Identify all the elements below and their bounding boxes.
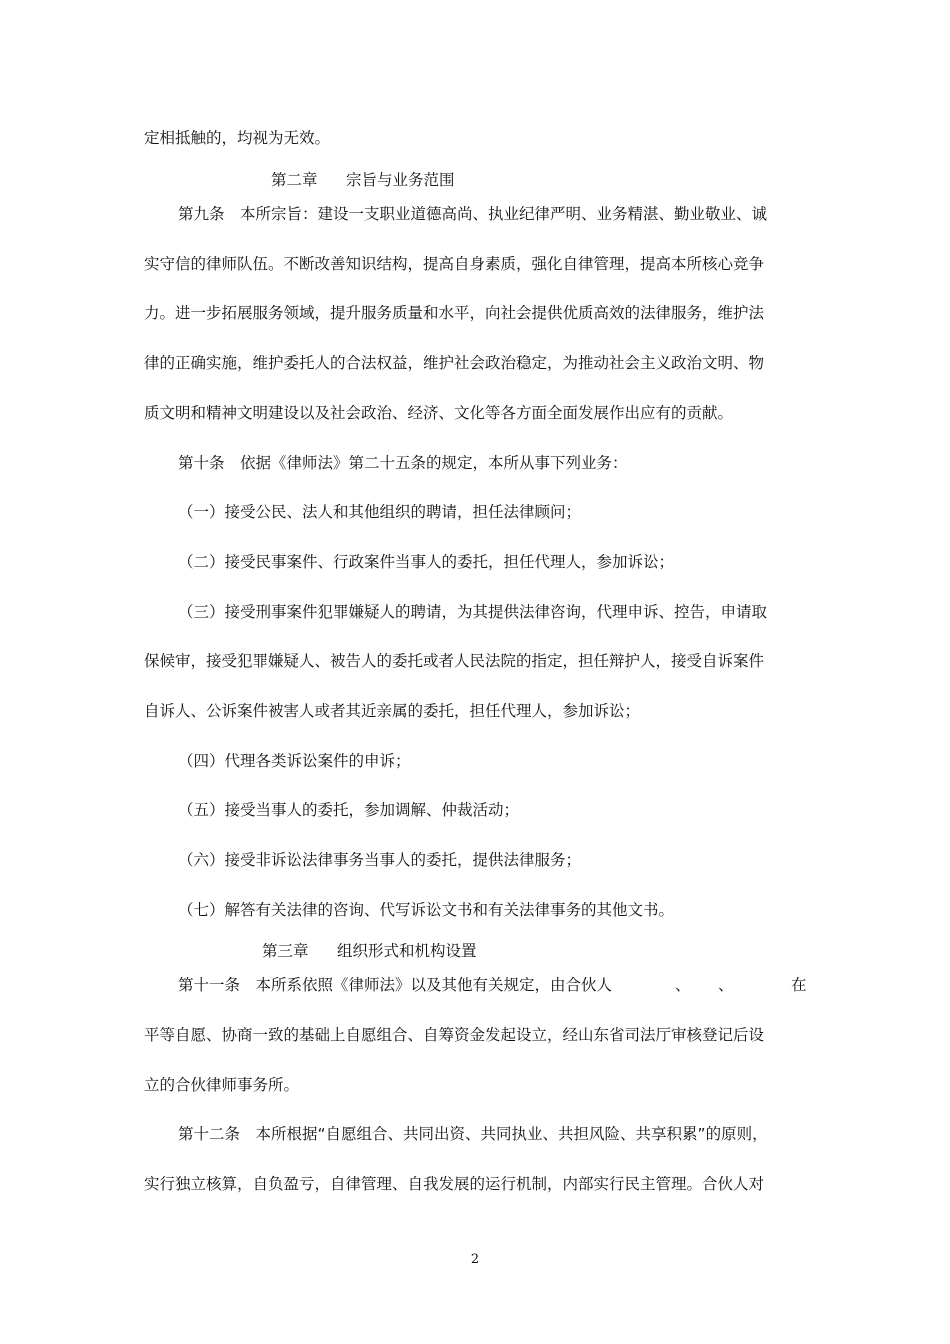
chapter-title: 宗旨与业务范围	[346, 171, 455, 189]
article-line: 第九条 本所宗旨：建设一支职业道德高尚、执业纪律严明、业务精湛、勤业敬业、诚	[178, 205, 768, 223]
page-number: 2	[470, 1252, 480, 1267]
blank-separator: 、	[718, 976, 734, 994]
blank-separator: 、	[675, 976, 691, 994]
list-item: （四）代理各类诉讼案件的申诉；	[178, 752, 411, 770]
list-item: （五）接受当事人的委托，参加调解、仲裁活动；	[178, 801, 520, 819]
article-line: 实守信的律师队伍。不断改善知识结构，提高自身素质，强化自律管理，提高本所核心竞争	[144, 255, 765, 273]
chapter-number: 第三章	[262, 942, 309, 960]
article-line: 立的合伙律师事务所。	[144, 1076, 300, 1094]
chapter-number: 第二章	[271, 171, 318, 189]
article-line: 第十二条 本所根据“自愿组合、共同出资、共同执业、共担风险、共享积累”的原则，	[178, 1125, 768, 1143]
article-line: 律的正确实施，维护委托人的合法权益，维护社会政治稳定，为推动社会主义政治文明、物	[144, 354, 765, 372]
list-item: （六）接受非诉讼法律事务当事人的委托，提供法律服务；	[178, 851, 582, 869]
article-line-tail: 在	[791, 976, 807, 994]
list-item-line: 自诉人、公诉案件被害人或者其近亲属的委托，担任代理人，参加诉讼；	[144, 702, 641, 720]
list-item-line: 保候审，接受犯罪嫌疑人、被告人的委托或者人民法院的指定，担任辩护人，接受自诉案件	[144, 652, 765, 670]
list-item-line: （三）接受刑事案件犯罪嫌疑人的聘请，为其提供法律咨询，代理申诉、控告，申请取	[178, 603, 768, 621]
list-item: （一）接受公民、法人和其他组织的聘请，担任法律顾问；	[178, 503, 582, 521]
continued-text: 定相抵触的，均视为无效。	[144, 129, 331, 147]
list-item: （七）解答有关法律的咨询、代写诉讼文书和有关法律事务的其他文书。	[178, 901, 675, 919]
article-line: 质文明和精神文明建设以及社会政治、经济、文化等各方面全面发展作出应有的贡献。	[144, 404, 734, 422]
chapter-title: 组织形式和机构设置	[337, 942, 477, 960]
article-10: 第十条 依据《律师法》第二十五条的规定，本所从事下列业务：	[178, 454, 628, 472]
article-line: 力。进一步拓展服务领域，提升服务质量和水平，向社会提供优质高效的法律服务，维护法	[144, 304, 765, 322]
list-item: （二）接受民事案件、行政案件当事人的委托，担任代理人，参加诉讼；	[178, 553, 675, 571]
article-line: 实行独立核算，自负盈亏，自律管理、自我发展的运行机制，内部实行民主管理。合伙人对	[144, 1175, 765, 1193]
article-line: 第十一条 本所系依照《律师法》以及其他有关规定，由合伙人	[178, 976, 613, 994]
article-line: 平等自愿、协商一致的基础上自愿组合、自筹资金发起设立，经山东省司法厅审核登记后设	[144, 1026, 765, 1044]
